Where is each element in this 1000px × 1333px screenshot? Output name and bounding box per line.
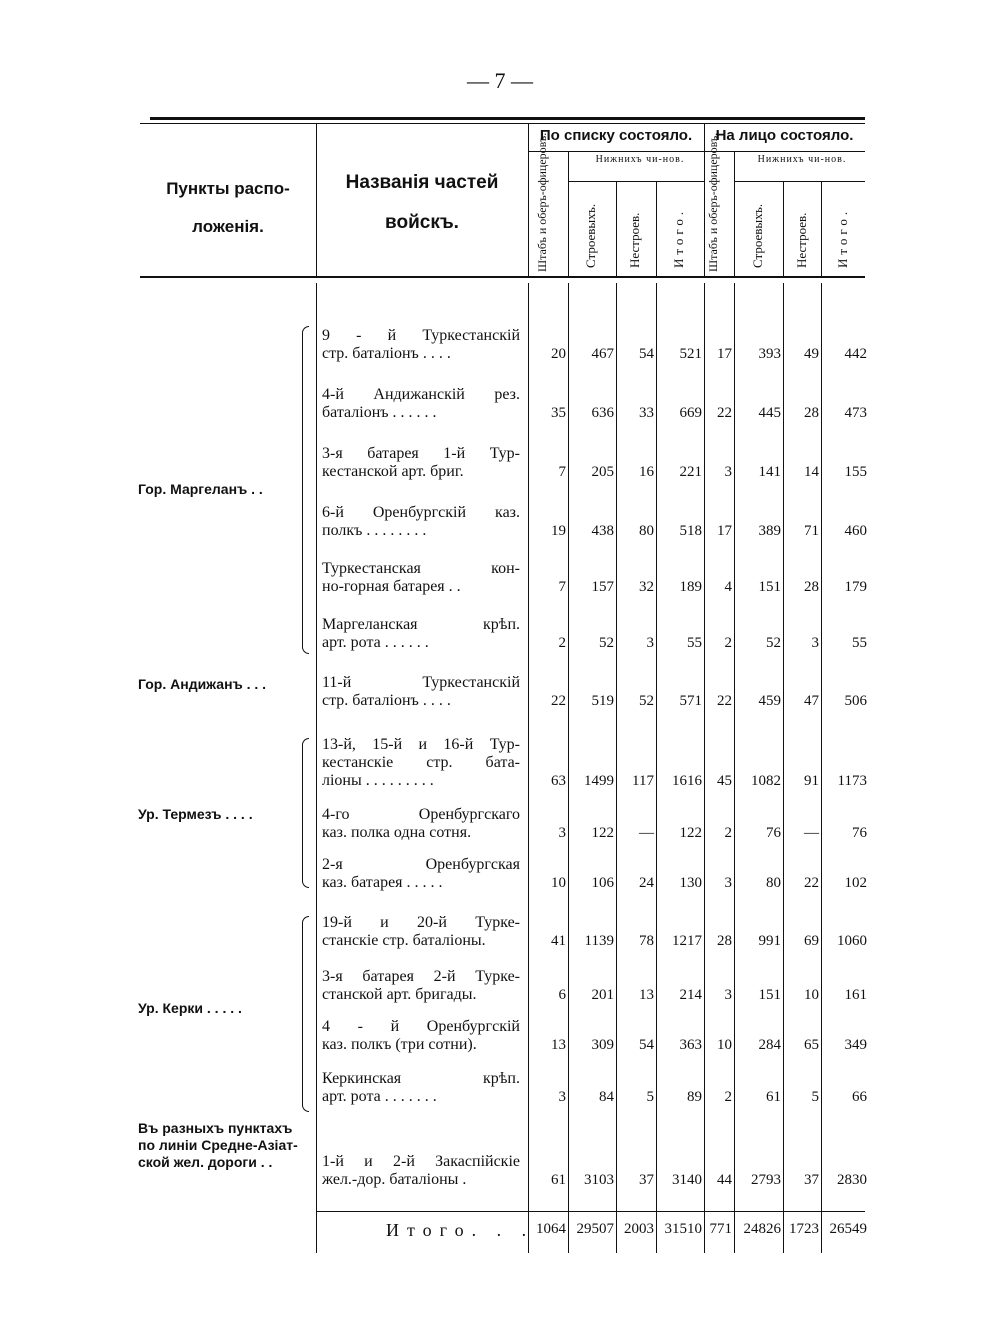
total-rule bbox=[316, 1211, 865, 1212]
cell-combat-list: 106 bbox=[591, 875, 614, 891]
total-total-list: 31510 bbox=[664, 1221, 702, 1237]
cell-noncombat-present: 49 bbox=[804, 346, 819, 362]
cell-noncombat-list: 54 bbox=[639, 1037, 654, 1053]
cell-combat-present: 393 bbox=[758, 346, 781, 362]
unit-name bbox=[322, 1018, 520, 1054]
cell-combat-present: 1082 bbox=[751, 773, 781, 789]
header-col-divider-5 bbox=[616, 182, 617, 276]
body-col-divider-6 bbox=[734, 283, 735, 1253]
cell-total-present: 1173 bbox=[837, 773, 867, 789]
cell-total-present: 102 bbox=[844, 875, 867, 891]
cell-noncombat-present: 28 bbox=[804, 405, 819, 421]
cell-officers-present: 44 bbox=[717, 1172, 732, 1188]
header-group-rule bbox=[528, 151, 865, 152]
unit-name-line: 19-й и 20-й Турке- bbox=[322, 914, 520, 931]
cell-noncombat-present: 47 bbox=[804, 693, 819, 709]
cell-combat-list: 84 bbox=[599, 1089, 614, 1105]
cell-total-present: 506 bbox=[844, 693, 867, 709]
cell-total-list: 363 bbox=[679, 1037, 702, 1053]
unit-name bbox=[322, 445, 520, 481]
cell-combat-present: 151 bbox=[758, 579, 781, 595]
header-noncombat-present: Нестроев. bbox=[794, 212, 809, 268]
header-col-divider-3 bbox=[704, 123, 705, 276]
body-col-divider-7 bbox=[783, 283, 784, 1253]
header-location: Пункты распо- ложенія. bbox=[166, 179, 290, 236]
unit-name-line: 2-я Оренбургская bbox=[322, 856, 520, 873]
unit-name-line: каз. батарея . . . . . bbox=[322, 874, 443, 891]
cell-noncombat-present: 14 bbox=[804, 464, 819, 480]
cell-noncombat-present: 28 bbox=[804, 579, 819, 595]
unit-name bbox=[322, 856, 520, 892]
unit-name-line: 13-й, 15-й и 16-й Тур- bbox=[322, 736, 520, 753]
cell-total-list: 1616 bbox=[672, 773, 702, 789]
unit-name-line: ліоны . . . . . . . . . bbox=[322, 772, 434, 789]
cell-officers-list: 61 bbox=[551, 1172, 566, 1188]
cell-total-present: 442 bbox=[844, 346, 867, 362]
unit-name-line: арт. рота . . . . . . . bbox=[322, 1088, 437, 1105]
unit-name-line: 1-й и 2-й Закаспійскіе bbox=[322, 1153, 520, 1170]
cell-officers-present: 2 bbox=[724, 635, 732, 651]
cell-noncombat-list: 78 bbox=[639, 933, 654, 949]
unit-name-line: но-горная батарея . . bbox=[322, 578, 461, 595]
cell-total-present: 66 bbox=[852, 1089, 867, 1105]
body-col-divider-4 bbox=[656, 283, 657, 1253]
cell-total-list: 3140 bbox=[672, 1172, 702, 1188]
header-lower-ranks-rule-2 bbox=[734, 181, 865, 182]
cell-noncombat-list: 54 bbox=[639, 346, 654, 362]
unit-name bbox=[322, 736, 520, 790]
cell-noncombat-present: 5 bbox=[811, 1089, 819, 1105]
cell-noncombat-list: 33 bbox=[639, 405, 654, 421]
unit-name-line: стр. баталіонъ . . . . bbox=[322, 692, 451, 709]
cell-officers-list: 13 bbox=[551, 1037, 566, 1053]
brace-termez bbox=[302, 738, 309, 888]
header-total-present: Итого. bbox=[835, 207, 850, 268]
cell-officers-list: 35 bbox=[551, 405, 566, 421]
cell-noncombat-present: 65 bbox=[804, 1037, 819, 1053]
cell-combat-list: 1499 bbox=[584, 773, 614, 789]
cell-combat-list: 52 bbox=[599, 635, 614, 651]
cell-combat-present: 445 bbox=[758, 405, 781, 421]
body-col-divider-2 bbox=[568, 283, 569, 1253]
cell-combat-present: 61 bbox=[766, 1089, 781, 1105]
cell-noncombat-list: 80 bbox=[639, 523, 654, 539]
cell-total-present: 155 bbox=[844, 464, 867, 480]
header-lower-ranks-list: Нижнихъ чи-нов. bbox=[595, 154, 685, 165]
body-col-divider-3 bbox=[616, 283, 617, 1253]
unit-name-line: кестанскіе стр. бата- bbox=[322, 754, 520, 771]
location-kerki: Ур. Керки . . . . . bbox=[138, 1000, 242, 1016]
cell-noncombat-present: 71 bbox=[804, 523, 819, 539]
cell-noncombat-list: 5 bbox=[646, 1089, 654, 1105]
cell-officers-present: 10 bbox=[717, 1037, 732, 1053]
unit-name bbox=[322, 914, 520, 950]
unit-name bbox=[322, 327, 520, 363]
cell-combat-present: 80 bbox=[766, 875, 781, 891]
cell-noncombat-list: 3 bbox=[646, 635, 654, 651]
cell-total-list: 130 bbox=[679, 875, 702, 891]
cell-total-list: 89 bbox=[687, 1089, 702, 1105]
cell-combat-list: 157 bbox=[591, 579, 614, 595]
unit-name-line: 4-го Оренбургскаго bbox=[322, 806, 520, 823]
unit-name bbox=[322, 674, 520, 710]
header-combat-list: Строевыхъ. bbox=[583, 203, 598, 268]
body-col-divider-5 bbox=[704, 283, 705, 1253]
header-col-divider-7 bbox=[734, 152, 735, 276]
cell-officers-present: 3 bbox=[724, 987, 732, 1003]
cell-combat-list: 519 bbox=[591, 693, 614, 709]
cell-combat-present: 991 bbox=[758, 933, 781, 949]
cell-officers-list: 41 bbox=[551, 933, 566, 949]
header-officers-present: Штабъ и оберъ-офицеровъ. bbox=[706, 132, 720, 272]
cell-officers-present: 22 bbox=[717, 405, 732, 421]
cell-combat-present: 389 bbox=[758, 523, 781, 539]
cell-combat-present: 2793 bbox=[751, 1172, 781, 1188]
cell-combat-present: 76 bbox=[766, 825, 781, 841]
cell-noncombat-list: 52 bbox=[639, 693, 654, 709]
unit-name bbox=[322, 560, 520, 596]
cell-combat-present: 284 bbox=[758, 1037, 781, 1053]
cell-noncombat-present: 69 bbox=[804, 933, 819, 949]
cell-total-list: 521 bbox=[679, 346, 702, 362]
header-col-divider-8 bbox=[783, 182, 784, 276]
unit-name-line: станскіе стр. баталіоны. bbox=[322, 932, 486, 949]
unit-name bbox=[322, 386, 520, 422]
total-noncombat-present: 1723 bbox=[789, 1221, 819, 1237]
cell-officers-present: 17 bbox=[717, 523, 732, 539]
unit-name-line: каз. полка одна сотня. bbox=[322, 824, 472, 841]
cell-total-list: 189 bbox=[679, 579, 702, 595]
unit-name-line: Маргеланская крѣп. bbox=[322, 616, 520, 633]
cell-combat-present: 52 bbox=[766, 635, 781, 651]
cell-total-present: 2830 bbox=[837, 1172, 867, 1188]
cell-officers-list: 3 bbox=[558, 1089, 566, 1105]
unit-name-line: 4-й Андижанскій рез. bbox=[322, 386, 520, 403]
cell-combat-list: 205 bbox=[591, 464, 614, 480]
unit-name-line: арт. рота . . . . . . bbox=[322, 634, 429, 651]
cell-total-list: 518 bbox=[679, 523, 702, 539]
unit-name bbox=[322, 968, 520, 1004]
cell-total-list: 55 bbox=[687, 635, 702, 651]
header-col-divider-2 bbox=[528, 123, 529, 276]
cell-combat-present: 141 bbox=[758, 464, 781, 480]
unit-name-line: 3-я батарея 2-й Турке- bbox=[322, 968, 520, 985]
cell-officers-present: 28 bbox=[717, 933, 732, 949]
cell-noncombat-present: 37 bbox=[804, 1172, 819, 1188]
unit-name-line: кестанской арт. бриг. bbox=[322, 463, 464, 480]
cell-combat-list: 438 bbox=[591, 523, 614, 539]
unit-name-line: жел.-дор. баталіоны . bbox=[322, 1171, 467, 1188]
cell-combat-list: 3103 bbox=[584, 1172, 614, 1188]
unit-name-line: каз. полкъ (три сотни). bbox=[322, 1036, 477, 1053]
cell-total-present: 161 bbox=[844, 987, 867, 1003]
cell-officers-present: 17 bbox=[717, 346, 732, 362]
header-unit: Названія частей войскъ. bbox=[345, 172, 499, 233]
cell-total-present: 55 bbox=[852, 635, 867, 651]
location-margelan: Гор. Маргеланъ . . bbox=[138, 481, 263, 497]
cell-combat-list: 636 bbox=[591, 405, 614, 421]
cell-total-list: 669 bbox=[679, 405, 702, 421]
header-group-list: По списку состояло. bbox=[539, 127, 693, 144]
cell-total-list: 221 bbox=[679, 464, 702, 480]
header-col-divider-4 bbox=[568, 152, 569, 276]
unit-name bbox=[322, 1153, 520, 1189]
cell-noncombat-list: 32 bbox=[639, 579, 654, 595]
unit-name-line: 3-я батарея 1-й Тур- bbox=[322, 445, 520, 462]
cell-total-present: 179 bbox=[844, 579, 867, 595]
cell-noncombat-present: 10 bbox=[804, 987, 819, 1003]
header-group-present: На лицо состояло. bbox=[715, 127, 854, 144]
cell-officers-present: 2 bbox=[724, 1089, 732, 1105]
cell-total-present: 460 bbox=[844, 523, 867, 539]
cell-officers-list: 22 bbox=[551, 693, 566, 709]
unit-name-line: стр. баталіонъ . . . . bbox=[322, 345, 451, 362]
cell-total-present: 76 bbox=[852, 825, 867, 841]
unit-name-line: полкъ . . . . . . . . bbox=[322, 522, 427, 539]
cell-total-list: 1217 bbox=[672, 933, 702, 949]
unit-name-line: станской арт. бригады. bbox=[322, 986, 477, 1003]
location-various-points: Въ разныхъ пунктахъ по линіи Средне-Азіат- ской жел. дороги . . bbox=[138, 1120, 298, 1170]
page-number: — 7 — bbox=[467, 68, 533, 93]
cell-combat-list: 201 bbox=[591, 987, 614, 1003]
header-combat-present: Строевыхъ. bbox=[750, 203, 765, 268]
cell-officers-present: 3 bbox=[724, 464, 732, 480]
cell-officers-list: 10 bbox=[551, 875, 566, 891]
cell-noncombat-present: 91 bbox=[804, 773, 819, 789]
cell-officers-list: 20 bbox=[551, 346, 566, 362]
cell-officers-list: 63 bbox=[551, 773, 566, 789]
cell-noncombat-list: 24 bbox=[639, 875, 654, 891]
cell-officers-present: 22 bbox=[717, 693, 732, 709]
unit-name bbox=[322, 616, 520, 652]
cell-noncombat-present: — bbox=[804, 825, 819, 841]
total-officers-present: 771 bbox=[709, 1221, 732, 1237]
header-noncombat-list: Нестроев. bbox=[627, 212, 642, 268]
brace-kerki bbox=[302, 916, 309, 1112]
cell-combat-list: 122 bbox=[591, 825, 614, 841]
total-officers-list: 1064 bbox=[536, 1221, 566, 1237]
cell-total-present: 349 bbox=[844, 1037, 867, 1053]
top-rule-thick bbox=[150, 117, 865, 120]
total-noncombat-list: 2003 bbox=[624, 1221, 654, 1237]
cell-combat-list: 467 bbox=[591, 346, 614, 362]
body-col-divider-1 bbox=[528, 283, 529, 1253]
location-andijan: Гор. Андижанъ . . . bbox=[138, 676, 267, 692]
cell-officers-present: 4 bbox=[724, 579, 732, 595]
cell-total-list: 214 bbox=[679, 987, 702, 1003]
cell-officers-list: 6 bbox=[558, 987, 566, 1003]
cell-officers-present: 45 bbox=[717, 773, 732, 789]
cell-noncombat-list: 13 bbox=[639, 987, 654, 1003]
cell-officers-present: 3 bbox=[724, 875, 732, 891]
body-col-divider-8 bbox=[821, 283, 822, 1253]
cell-noncombat-list: 16 bbox=[639, 464, 654, 480]
total-total-present: 26549 bbox=[829, 1221, 867, 1237]
total-label: Итого. . . bbox=[386, 1220, 535, 1240]
unit-name-line: 11-й Туркестанскій bbox=[322, 674, 520, 691]
unit-name-line: 6-й Оренбургскій каз. bbox=[322, 504, 520, 521]
cell-officers-list: 7 bbox=[558, 464, 566, 480]
cell-total-present: 1060 bbox=[837, 933, 867, 949]
cell-combat-present: 459 bbox=[758, 693, 781, 709]
header-col-divider-9 bbox=[821, 182, 822, 276]
cell-combat-present: 151 bbox=[758, 987, 781, 1003]
total-combat-list: 29507 bbox=[576, 1221, 614, 1237]
cell-combat-list: 309 bbox=[591, 1037, 614, 1053]
cell-noncombat-list: 37 bbox=[639, 1172, 654, 1188]
header-lower-ranks-present: Нижнихъ чи-нов. bbox=[757, 154, 847, 165]
header-bottom-rule bbox=[140, 276, 865, 278]
header-lower-ranks-rule-1 bbox=[568, 181, 704, 182]
cell-officers-list: 2 bbox=[558, 635, 566, 651]
unit-name-line: Туркестанская кон- bbox=[322, 560, 520, 577]
header-col-divider-6 bbox=[656, 182, 657, 276]
cell-total-present: 473 bbox=[844, 405, 867, 421]
header-officers-list: Штабъ и оберъ-офицеровъ. bbox=[535, 132, 549, 272]
cell-total-list: 571 bbox=[679, 693, 702, 709]
body-col-divider-unit bbox=[316, 283, 317, 1253]
header-total-list: Итого. bbox=[671, 207, 686, 268]
cell-officers-present: 2 bbox=[724, 825, 732, 841]
cell-combat-list: 1139 bbox=[584, 933, 614, 949]
unit-name bbox=[322, 806, 520, 842]
cell-total-list: 122 bbox=[679, 825, 702, 841]
unit-name bbox=[322, 504, 520, 540]
cell-officers-list: 3 bbox=[558, 825, 566, 841]
location-termez: Ур. Термезъ . . . . bbox=[138, 806, 253, 822]
brace-margelan bbox=[302, 326, 309, 654]
cell-noncombat-list: 117 bbox=[632, 773, 654, 789]
cell-noncombat-present: 22 bbox=[804, 875, 819, 891]
total-combat-present: 24826 bbox=[743, 1221, 781, 1237]
cell-officers-list: 7 bbox=[558, 579, 566, 595]
unit-name-line: Керкинская крѣп. bbox=[322, 1070, 520, 1087]
unit-name-line: 9 - й Туркестанскій bbox=[322, 327, 520, 344]
cell-noncombat-present: 3 bbox=[811, 635, 819, 651]
cell-noncombat-list: — bbox=[639, 825, 654, 841]
unit-name-line: 4 - й Оренбургскій bbox=[322, 1018, 520, 1035]
unit-name bbox=[322, 1070, 520, 1106]
cell-officers-list: 19 bbox=[551, 523, 566, 539]
unit-name-line: баталіонъ . . . . . . bbox=[322, 404, 437, 421]
top-rule-thin bbox=[140, 123, 865, 124]
